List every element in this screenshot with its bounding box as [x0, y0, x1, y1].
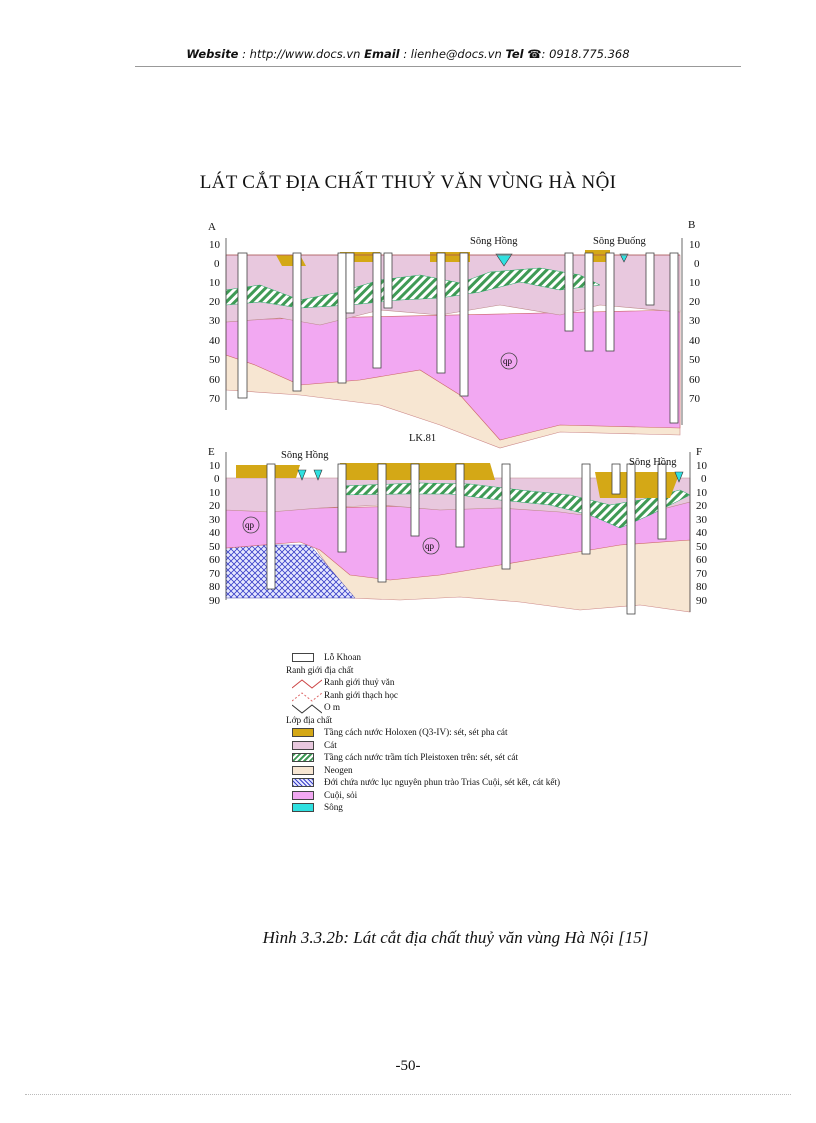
phone-icon: ☎	[527, 47, 542, 61]
section-ab-right-label: B	[688, 219, 696, 231]
depth-tick: 20	[696, 500, 707, 512]
borehole-swatch	[292, 653, 314, 662]
depth-tick: 10	[689, 277, 700, 289]
section-ef-left-label: E	[208, 446, 215, 458]
section-ab-left-label: A	[208, 221, 216, 233]
unit-mark-ab: qp	[503, 356, 512, 366]
depth-tick: 10	[696, 460, 707, 472]
tel-value: : 0918.775.368	[541, 47, 630, 61]
river-label: Sông Hồng	[281, 450, 329, 461]
depth-tick: 10	[209, 487, 220, 499]
depth-tick: 50	[696, 541, 707, 553]
section-ab	[208, 219, 701, 448]
depth-tick: 10	[696, 487, 707, 499]
litho-boundary-icon	[292, 691, 322, 702]
depth-tick: 0	[214, 258, 220, 270]
unit-mark-ef: qp	[245, 520, 254, 530]
depth-tick: 50	[209, 541, 220, 553]
depth-tick: 70	[209, 568, 220, 580]
depth-tick: 50	[209, 354, 220, 366]
depth-tick: 30	[209, 514, 220, 526]
river-label: Sông Hồng	[470, 236, 518, 247]
depth-tick: 20	[209, 500, 220, 512]
depth-tick: 90	[209, 595, 220, 607]
unit-mark-ef: qp	[425, 541, 434, 551]
depth-tick: 40	[209, 335, 220, 347]
depth-tick: 10	[689, 239, 700, 251]
email-label: Email	[364, 47, 400, 61]
pleistocene-swatch	[292, 753, 314, 762]
depth-tick: 60	[209, 554, 220, 566]
river-swatch	[292, 803, 314, 812]
depth-tick: 0	[694, 258, 700, 270]
depth-tick: 90	[696, 595, 707, 607]
depth-tick: 40	[209, 527, 220, 539]
page-number: -50-	[395, 1058, 421, 1074]
depth-tick: 10	[209, 460, 220, 472]
website-value: : http://www.docs.vn	[238, 47, 365, 61]
email-value: : lienhe@docs.vn	[399, 47, 506, 61]
depth-tick: 60	[209, 374, 220, 386]
river-label: Sông Hồng	[629, 457, 677, 468]
neogen-swatch	[292, 766, 314, 775]
footer-divider	[25, 1094, 791, 1095]
depth-tick: 10	[209, 239, 220, 251]
hydro-boundary-icon	[292, 678, 322, 689]
depth-tick: 30	[209, 315, 220, 327]
figure-title: LÁT CẮT ĐỊA CHẤT THUỶ VĂN VÙNG HÀ NỘI	[199, 172, 617, 193]
tel-label: Tel	[505, 47, 524, 61]
depth-tick: 80	[696, 581, 707, 593]
depth-tick: 40	[696, 527, 707, 539]
borehole-label: LK.81	[409, 433, 437, 444]
sand-swatch	[292, 741, 314, 750]
river-label: Sông Đuống	[593, 236, 646, 247]
om-icon	[292, 703, 322, 714]
depth-tick: 50	[689, 354, 700, 366]
depth-tick: 30	[696, 514, 707, 526]
depth-tick: 70	[689, 393, 700, 405]
depth-tick: 40	[689, 335, 700, 347]
depth-tick: 10	[209, 277, 220, 289]
depth-tick: 20	[689, 296, 700, 308]
depth-tick: 70	[209, 393, 220, 405]
depth-tick: 60	[696, 554, 707, 566]
depth-tick: 80	[209, 581, 220, 593]
triassic-swatch	[292, 778, 314, 787]
depth-tick: 0	[214, 473, 220, 485]
depth-tick: 30	[689, 315, 700, 327]
section-ef-right-label: F	[696, 446, 703, 458]
depth-tick: 70	[696, 568, 707, 580]
section-ef	[208, 446, 708, 614]
depth-tick: 60	[689, 374, 700, 386]
website-label: Website	[186, 47, 239, 61]
gravel-swatch	[292, 791, 314, 800]
depth-tick: 0	[701, 473, 707, 485]
depth-tick: 20	[209, 296, 220, 308]
holoxen-swatch	[292, 728, 314, 737]
figure-caption: Hình 3.3.2b: Lát cắt địa chất thuỷ văn vùng Hà Nội [15]	[262, 928, 649, 947]
